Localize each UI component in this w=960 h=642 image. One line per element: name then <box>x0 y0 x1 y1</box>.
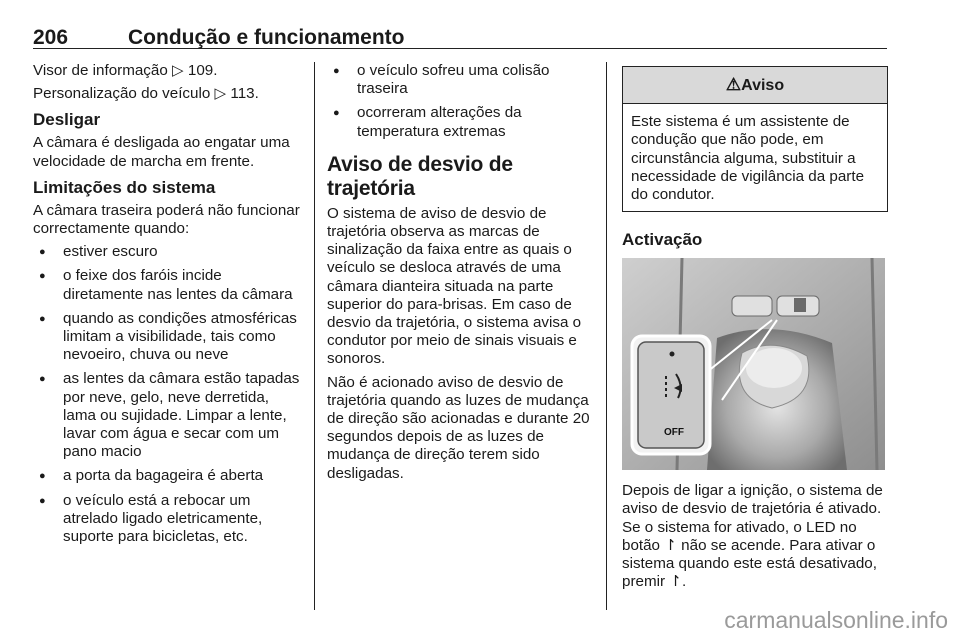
list-item: ● estiver escuro <box>33 243 305 261</box>
heading-limitacoes: Limitações do sistema <box>33 177 216 197</box>
list-item: ● o feixe dos faróis incide diretamente nas lentes da câmara <box>33 267 305 303</box>
paragraph-limitacoes: A câmara traseira poderá não funcionar correctamente quando: <box>33 201 300 238</box>
list-item: ● a porta da bagageira é aberta <box>33 467 305 485</box>
center-console-illustration <box>622 258 885 470</box>
column-divider <box>606 62 607 610</box>
list-item: ● o veículo está a rebocar um atrelado ligado eletricamente, suporte para bicicletas, etc. <box>33 492 305 547</box>
crossref-personalization[interactable]: Personalização do veículo ▷ 113. <box>33 85 259 103</box>
watermark: carmanualsonline.info <box>724 607 948 633</box>
column-3 <box>622 62 888 596</box>
column-divider <box>314 62 315 610</box>
list-item: ● quando as condições atmosféricas limitam a visibilidade, tais como nevoeiro, chuva ou neve <box>33 310 305 365</box>
crossref-info-display[interactable]: Visor de informação ▷ 109. <box>33 62 218 79</box>
section-title: Condução e funcionamento <box>128 26 405 49</box>
lane-off-button-label: OFF <box>664 427 684 439</box>
paragraph-activacao: Depois de ligar a ignição, o sistema de aviso de desvio de trajetória é ativado. Se o sistema for ativado, o LED no botão ↾ não se acende. Para ativar o sistema quando este está desativado, premir ↾. <box>622 482 883 591</box>
console-photo <box>622 258 885 470</box>
warning-header <box>623 67 887 104</box>
column-2 <box>327 62 593 488</box>
list-item: ● ocorreram alterações da temperatura extremas <box>327 104 593 140</box>
limitations-list-continued <box>327 62 593 141</box>
limitations-list <box>33 243 305 546</box>
page-number: 206 <box>33 26 69 49</box>
heading-aviso-desvio: Aviso de desvio de trajetória <box>327 152 513 200</box>
warning-box <box>622 66 888 212</box>
warning-text: Este sistema é um assistente de condução que não pode, em circunstância alguma, substituir a necessidade de vigilância da parte do condutor. <box>631 113 865 204</box>
list-item: ● as lentes da câmara estão tapadas por neve, gelo, neve derretida, lama ou sujidade. Limpar a lente, lavar com água e secar com um pano macio <box>33 370 305 461</box>
paragraph-desligar: A câmara é desligada ao engatar uma velocidade de marcha em frente. <box>33 134 290 170</box>
heading-desligar: Desligar <box>33 110 101 130</box>
warning-triangle-icon: ⚠ <box>725 75 742 94</box>
warning-title: Aviso <box>741 77 785 94</box>
paragraph-aviso-1: O sistema de aviso de desvio de trajetória observa as marcas de sinalização da faixa entre as quais o veículo se desloca através de uma câmara dianteira situada na parte superior do para-brisas. Em caso de desvio da trajetória, o sistema avisa o condutor por meio de sinais visuais e sonoros. <box>327 204 582 368</box>
heading-activacao: Activação <box>622 230 703 250</box>
page-header <box>33 18 887 49</box>
column-1 <box>33 62 305 552</box>
list-item: ● o veículo sofreu uma colisão traseira <box>327 62 593 98</box>
paragraph-aviso-2: Não é acionado aviso de desvio de trajetória quando as luzes de mudança de direção são acionadas e durante 20 segundos depois de as luzes de mudança de direção terem sido desligadas. <box>327 373 590 482</box>
